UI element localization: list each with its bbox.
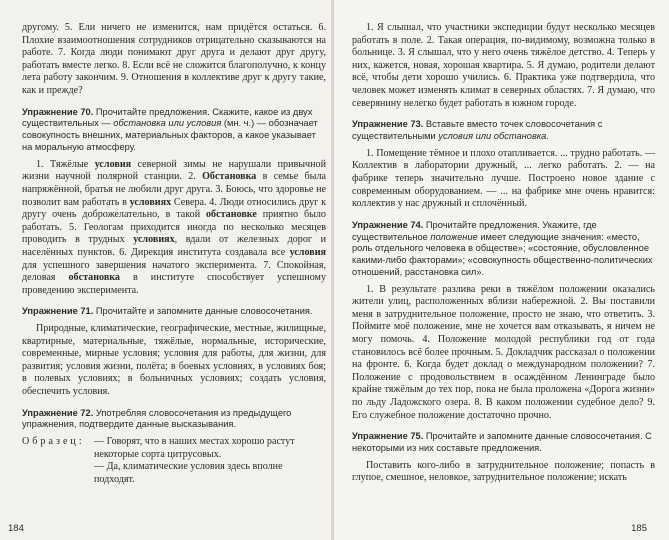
exercise-71-title: Упражнение 71.: [22, 306, 94, 317]
exercise-71-instruction: Прочитайте и запомните данные словосочетания.: [95, 306, 313, 317]
ex70-s3b: Севера. 4. Люди относились друг к другу очень доброжелательно, в такой: [22, 196, 326, 221]
ex70-keyword: обстановка: [68, 272, 120, 284]
ex70-keyword: условия: [94, 158, 132, 170]
exercise-75-title: Упражнение 75.: [352, 431, 424, 442]
ex70-keyword: условиях: [133, 234, 175, 246]
exercise-71-heading: [22, 306, 326, 318]
right-intro-text: 1. Я слышал, что участники экспедиции будут несколько месяцев работать в поле. 2. Такая операция, по-видимому, возможна только в больнице. 3. Я слышал, что у него очень тяжёлое детство. 4. Теперь у них, кажется, новая, хорошая квартира. 5. Я думаю, родители делают всё, чтобы дети хорошо учились. 6. Практика уже подтвердила, что человек может изменять климат в северных областях. 7. Я думаю, что северянину нелегко будет работать в южном городе.: [352, 22, 655, 109]
right-page: [334, 0, 669, 540]
exercise-72-instruction: Употребляя словосочетания из предыдущего упражнения, подтвердите данные высказывания.: [22, 407, 292, 430]
exercise-72-heading: [22, 408, 326, 432]
left-page: [0, 0, 334, 540]
exercise-70-title: Упражнение 70.: [22, 106, 94, 117]
exercise-74-instruction-b: имеет следующие значения: «место, роль отдельного человека в обществе»; «состояние, обусловленное какими-либо факторами»; «совокупность общественно-политических отношений, расстановка сил».: [352, 231, 653, 277]
left-intro-text: другому. 5. Ели ничего не изменится, нам придётся остаться. 6. Плохие взаимоотношения сотрудников отрицательно сказываются на работе. 7. Когда люди понимают друг друга и делают друг другу, работать вместе легко. 8. Если всё не сложится благополучно, к концу лета работу закончим. 9. Отношения в коллективе друг к другу такие, как и прежде?: [22, 22, 326, 96]
exercise-70-instruction-italic: обстановка или условия: [113, 118, 222, 129]
exercise-73-instruction-a: Вставьте вместо точек словосочетания с существительными: [352, 119, 603, 141]
ex70-s1b: северной зимы не нарушали привычной жизни научной полярной станции. 2.: [22, 158, 326, 183]
page-number-left: 184: [8, 523, 24, 534]
ex70-s5b: , вдали от железных дорог и населённых пунктов. 6. Дирекция института создавала все: [22, 234, 326, 258]
exercise-74-body: 1. В результате разлива реки в тяжёлом положении оказались жители улиц, расположенных вблизи набережной. 2. Вы поставили меня в затруднительное положение, просто не знаю, что ответить. 3. Поймите моё положение, мне не хочется вам отказывать, я ничем не могу помочь. 4. Положение молодой республики год от года становилось всё более прочным. 5. Докладчик рассказал о положении на фронте. 6. Когда будет доклад о международном положении? 7. Положение с продовольствием в осаждённом Ленинграде было крайне тяжёлым до тех пор, пока не была проложена «Дорога жизни» по льду Ладожского озера. 8. В каком положении судебное дело? 9. Его служебное положение достаточно прочно.: [352, 283, 655, 421]
example-line-2: некоторые сорта цитрусовых.: [94, 448, 222, 460]
exercise-73-heading: [352, 119, 655, 143]
exercise-70-body: [22, 159, 326, 298]
exercise-75-heading: [352, 431, 655, 455]
ex70-s6b: для успешного завершения начатого эксперимента. 7. Спокойная, деловая: [22, 259, 326, 284]
exercise-70-instruction-b: (мн. ч.) — обозначает совокупность внешних, материальных факторов, а какое указывает на моральную атмосферу.: [22, 118, 318, 152]
example-label: Образец:: [22, 436, 85, 448]
example-line-3: — Да, климатические условия здесь вполне: [94, 461, 283, 473]
exercise-74-instruction-italic: положение: [430, 231, 478, 242]
ex70-keyword: Обстановка: [202, 171, 257, 183]
exercise-70-instruction-a: Прочитайте предложения. Скажите, какое из двух существительных —: [22, 106, 313, 129]
ex70-s2b: в семье была напряжённой, братья не любили друг друга. 3. Боюсь, что здоровье не позволит вам работать в: [22, 171, 326, 208]
exercise-73-instruction-italic: условия или обстановка.: [438, 130, 549, 141]
example-line-4: подходят.: [94, 474, 135, 486]
ex70-keyword: обстановке: [206, 209, 257, 221]
page-number-right: 185: [631, 523, 647, 534]
exercise-70-heading: [22, 107, 326, 154]
ex70-s7b: в институте способствует успешному проведению эксперимента.: [22, 272, 326, 296]
exercise-74-heading: [352, 220, 655, 279]
exercise-72-title: Упражнение 72.: [22, 407, 94, 418]
example-line-1: — Говорят, что в наших местах хорошо растут: [94, 436, 295, 448]
ex70-keyword: условиях: [129, 196, 172, 208]
exercise-71-body: Природные, климатические, географические, местные, жилищные, квартирные, материальные, тяжёлые, нормальные, исторические, современные, мирные условия; условия для работы, для жизни, для развития; условия жизни, полёта; в боевых условиях, в условиях боя; в полевых условиях; в больничных условиях; создать условия, обеспечить условия.: [22, 323, 326, 398]
exercise-74-instruction-a: Прочитайте предложения. Укажите, где существительное: [352, 219, 597, 242]
exercise-74-title: Упражнение 74.: [352, 219, 424, 230]
exercise-73-body: 1. Помещение тёмное и плохо отапливается. ... трудно работать. — Коллектив в лаборатории дружный, ... легко работать. 2. — на фабрике теперь значительно лучше. Построено новое здание с современным оборудованием. — ... на фабрике мне очень нравится: коллектив у нас дружный и сплочённый.: [352, 147, 655, 210]
exercise-75-body: Поставить кого-либо в затруднительное положение; попасть в глупое, смешное, неловкое, затруднительное положение; искать: [352, 459, 655, 484]
ex70-keyword: условия: [289, 246, 326, 258]
exercise-75-instruction: Прочитайте и запомните данные словосочетания. С некоторыми из них составьте предложения.: [352, 431, 652, 454]
exercise-73-title: Упражнение 73.: [352, 119, 424, 130]
ex70-s4b: приятно было работать. 5. Геологам приходится иногда по несколько месяцев проводить в трудных: [22, 209, 326, 246]
example-block: [22, 436, 326, 486]
ex70-s1: 1. Тяжёлые: [36, 158, 89, 170]
